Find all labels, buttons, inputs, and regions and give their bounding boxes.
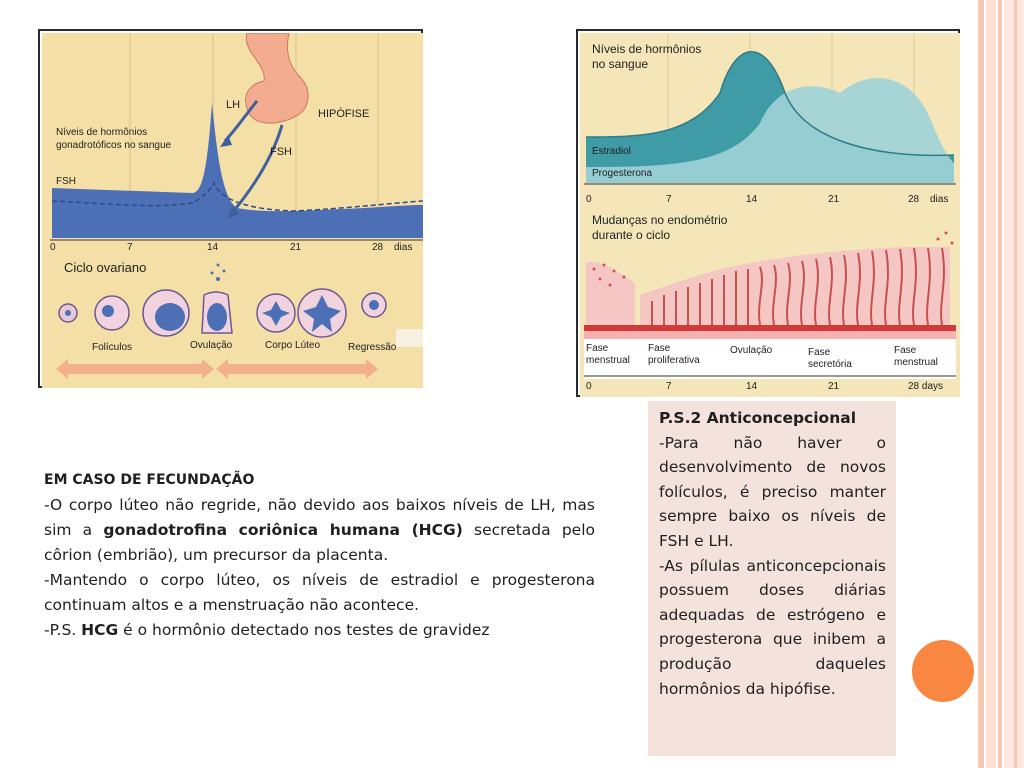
- day-tick: 0: [50, 242, 56, 253]
- hcg-term: gonadotrofina coriônica humana (HCG): [103, 521, 463, 539]
- paragraph-pregnancy-test: -P.S. HCG é o hormônio detectado nos testes de gravidez: [44, 621, 490, 639]
- days-unit: dias: [930, 194, 949, 205]
- decorative-orange-circle: [912, 640, 974, 702]
- stage-label: Regressão: [348, 342, 397, 353]
- estradiol-label: Estradiol: [592, 146, 631, 157]
- paragraph-corpus-luteum: -O corpo lúteo não regride, não devido aos baixos níveis de LH, mas sim a gonadotrofina coriônica humana (HCG) secretada pelo côrion (embrião), um precursor da placenta.: [44, 496, 595, 564]
- right-edge-stripe: [986, 0, 996, 768]
- day-tick: 21: [828, 194, 840, 205]
- hcg-abbrev: HCG: [81, 621, 119, 639]
- contraceptive-note-title: P.S.2 Anticoncepcional: [659, 409, 857, 427]
- endometrium-cycle-figure: [576, 29, 960, 397]
- hormone-title-line2: no sangue: [592, 57, 649, 71]
- progesterone-label: Progesterona: [592, 168, 653, 179]
- right-edge-stripe: [998, 0, 1002, 768]
- day-tick: 14: [746, 194, 758, 205]
- day-tick: 28: [908, 194, 920, 205]
- hormone-title-line1: Níveis de hormônios: [592, 42, 702, 56]
- endometrium-cycle-illustration: [580, 33, 960, 397]
- levels-label-line2: gonadrotóficos no sangue: [56, 140, 172, 151]
- ovarian-cycle-figure: [38, 29, 423, 388]
- stage-label: Ovulação: [190, 340, 233, 351]
- ovarian-cycle-label: Ciclo ovariano: [64, 260, 147, 275]
- fsh-curve-label: FSH: [56, 176, 76, 187]
- bottom-day-tick: 7: [666, 381, 672, 392]
- stage-label: Folículos: [92, 342, 133, 353]
- phase-label: Fase: [894, 345, 917, 356]
- endometrium-base-line: [584, 325, 956, 331]
- day-tick: 28: [372, 242, 384, 253]
- phase-label: menstrual: [894, 357, 938, 368]
- bottom-day-tick: 0: [586, 381, 592, 392]
- lh-label: LH: [226, 99, 241, 111]
- day-tick: 14: [207, 242, 219, 253]
- endometrium-title-line2: durante o ciclo: [592, 228, 671, 242]
- right-edge-stripe: [978, 0, 984, 768]
- phase-label: Fase: [648, 343, 671, 354]
- day-tick: 21: [290, 242, 302, 253]
- contraceptive-note-paragraph: -Para não haver o desenvolvimento de novos folículos, é preciso manter sempre baixo os níveis de FSH e LH.: [659, 433, 886, 550]
- phase-label: Fase: [808, 347, 831, 358]
- phase-label: Fase: [586, 343, 609, 354]
- ovarian-cycle-illustration: [42, 33, 423, 388]
- fsh-arrow-label: FSH: [270, 146, 292, 158]
- days-unit: dias: [394, 242, 413, 253]
- day-tick: 7: [666, 194, 672, 205]
- phase-label: secretória: [808, 359, 852, 370]
- pituitary-label: HIPÓFISE: [318, 108, 370, 120]
- phase-label: proliferativa: [648, 355, 700, 366]
- bottom-day-tick: 28 days: [908, 381, 944, 392]
- paragraph-hormone-levels: -Mantendo o corpo lúteo, os níveis de estradiol e progesterona continuam altos e a menstruação não acontece.: [44, 571, 595, 614]
- right-edge-stripe: [1014, 0, 1017, 768]
- endometrium-title-line1: Mudanças no endométrio: [592, 213, 728, 227]
- day-tick: 7: [127, 242, 133, 253]
- phase-label: menstrual: [586, 355, 630, 366]
- levels-label-line1: Níveis de hormônios: [56, 127, 148, 138]
- contraceptive-note-box: [648, 401, 896, 756]
- stage-label: Corpo Lúteo: [265, 340, 321, 351]
- bottom-day-tick: 14: [746, 381, 758, 392]
- day-tick: 0: [586, 194, 592, 205]
- fecundation-heading: EM CASO DE FECUNDAÇÃO: [44, 472, 255, 488]
- contraceptive-note-paragraph: -As pílulas anticoncepcionais possuem doses diárias adequadas de estrógeno e progesterona que inibem a produção daqueles hormônios da hipófise.: [659, 556, 886, 698]
- fecundation-text: [44, 468, 595, 643]
- bottom-day-tick: 21: [828, 381, 840, 392]
- phase-label: Ovulação: [730, 345, 773, 356]
